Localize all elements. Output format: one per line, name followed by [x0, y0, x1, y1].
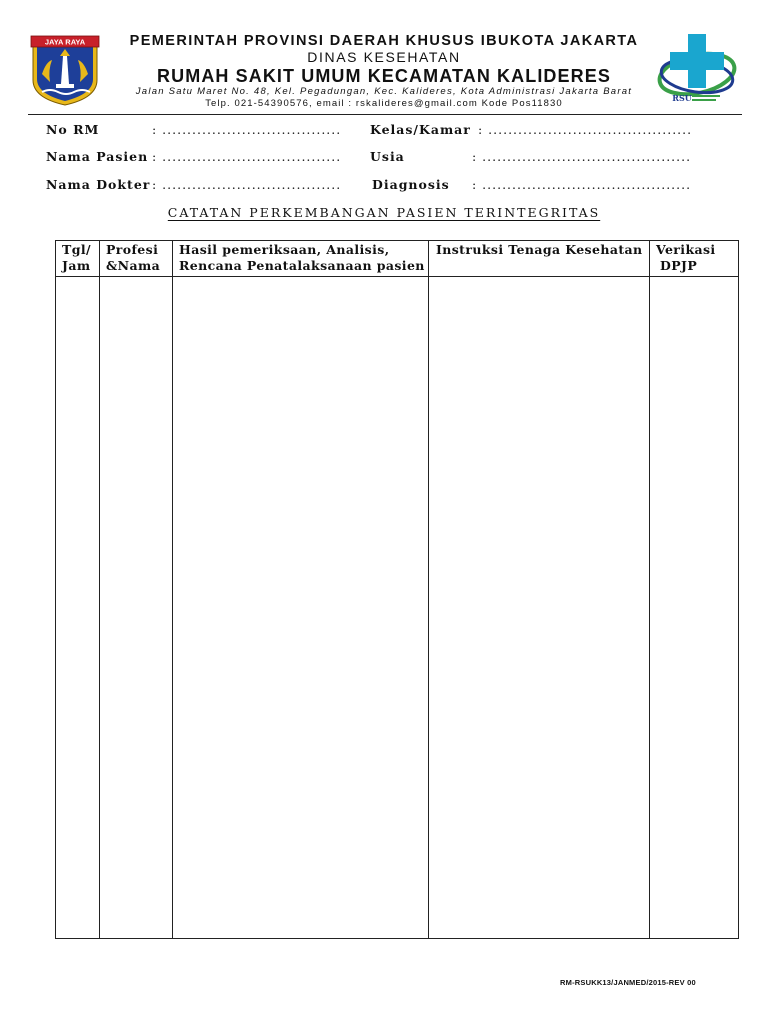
- column-header-profesi-nama: Profesi &Nama: [106, 242, 161, 273]
- no-rm-field[interactable]: : ....................................: [152, 122, 342, 137]
- diagnosis-label: Diagnosis: [372, 177, 450, 192]
- column-header-verifikasi-dpjp: Verikasi DPJP: [656, 242, 716, 273]
- header-department: DINAS KESEHATAN: [307, 49, 461, 65]
- header-address: Jalan Satu Maret No. 48, Kel. Pegadungan, Kec. Kalideres, Kota Administrasi Jakarta Barat: [135, 86, 633, 97]
- form-code: RM-RSUKK13/JANMED/2015-REV 00: [560, 978, 696, 987]
- header-contact: Telp. 021-54390576, email : rskalideres@gmail.com Kode Pos11830: [205, 98, 563, 109]
- usia-field[interactable]: : ..........................................: [472, 149, 692, 164]
- cell-tgl-jam[interactable]: [56, 277, 99, 938]
- column-header-instruksi: Instruksi Tenaga Kesehatan: [436, 242, 643, 257]
- cell-instruksi[interactable]: [429, 277, 649, 938]
- diagnosis-field[interactable]: : ..........................................: [472, 177, 692, 192]
- cell-profesi-nama[interactable]: [100, 277, 172, 938]
- nama-dokter-label: Nama Dokter: [46, 177, 151, 192]
- nama-dokter-field[interactable]: : ....................................: [152, 177, 342, 192]
- jakarta-coat-of-arms-icon: [30, 34, 100, 106]
- usia-label: Usia: [370, 149, 405, 164]
- kelas-kamar-label: Kelas/Kamar: [370, 122, 471, 137]
- header-government-name: PEMERINTAH PROVINSI DAERAH KHUSUS IBUKOTA JAKARTA: [129, 33, 639, 49]
- header-divider: [28, 114, 742, 115]
- form-title: CATATAN PERKEMBANGAN PASIEN TERINTEGRITAS: [167, 205, 601, 220]
- column-header-tgl-jam: Tgl/ Jam: [62, 242, 91, 273]
- no-rm-label: No RM: [46, 122, 100, 137]
- svg-text:JAYA RAYA: JAYA RAYA: [44, 37, 86, 47]
- progress-notes-table: [55, 240, 739, 939]
- cell-hasil-pemeriksaan[interactable]: [173, 277, 428, 938]
- cell-verifikasi-dpjp[interactable]: [650, 277, 738, 938]
- kelas-kamar-field[interactable]: : .........................................: [478, 122, 693, 137]
- header-hospital-name: RUMAH SAKIT UMUM KECAMATAN KALIDERES: [157, 66, 611, 86]
- medical-cross-logo-icon: [656, 32, 738, 104]
- nama-pasien-label: Nama Pasien: [46, 149, 149, 164]
- svg-text:RSU: RSU: [672, 93, 692, 103]
- nama-pasien-field[interactable]: : ....................................: [152, 149, 342, 164]
- column-header-hasil-pemeriksaan: Hasil pemeriksaan, Analisis, Rencana Penatalaksanaan pasien: [179, 242, 425, 273]
